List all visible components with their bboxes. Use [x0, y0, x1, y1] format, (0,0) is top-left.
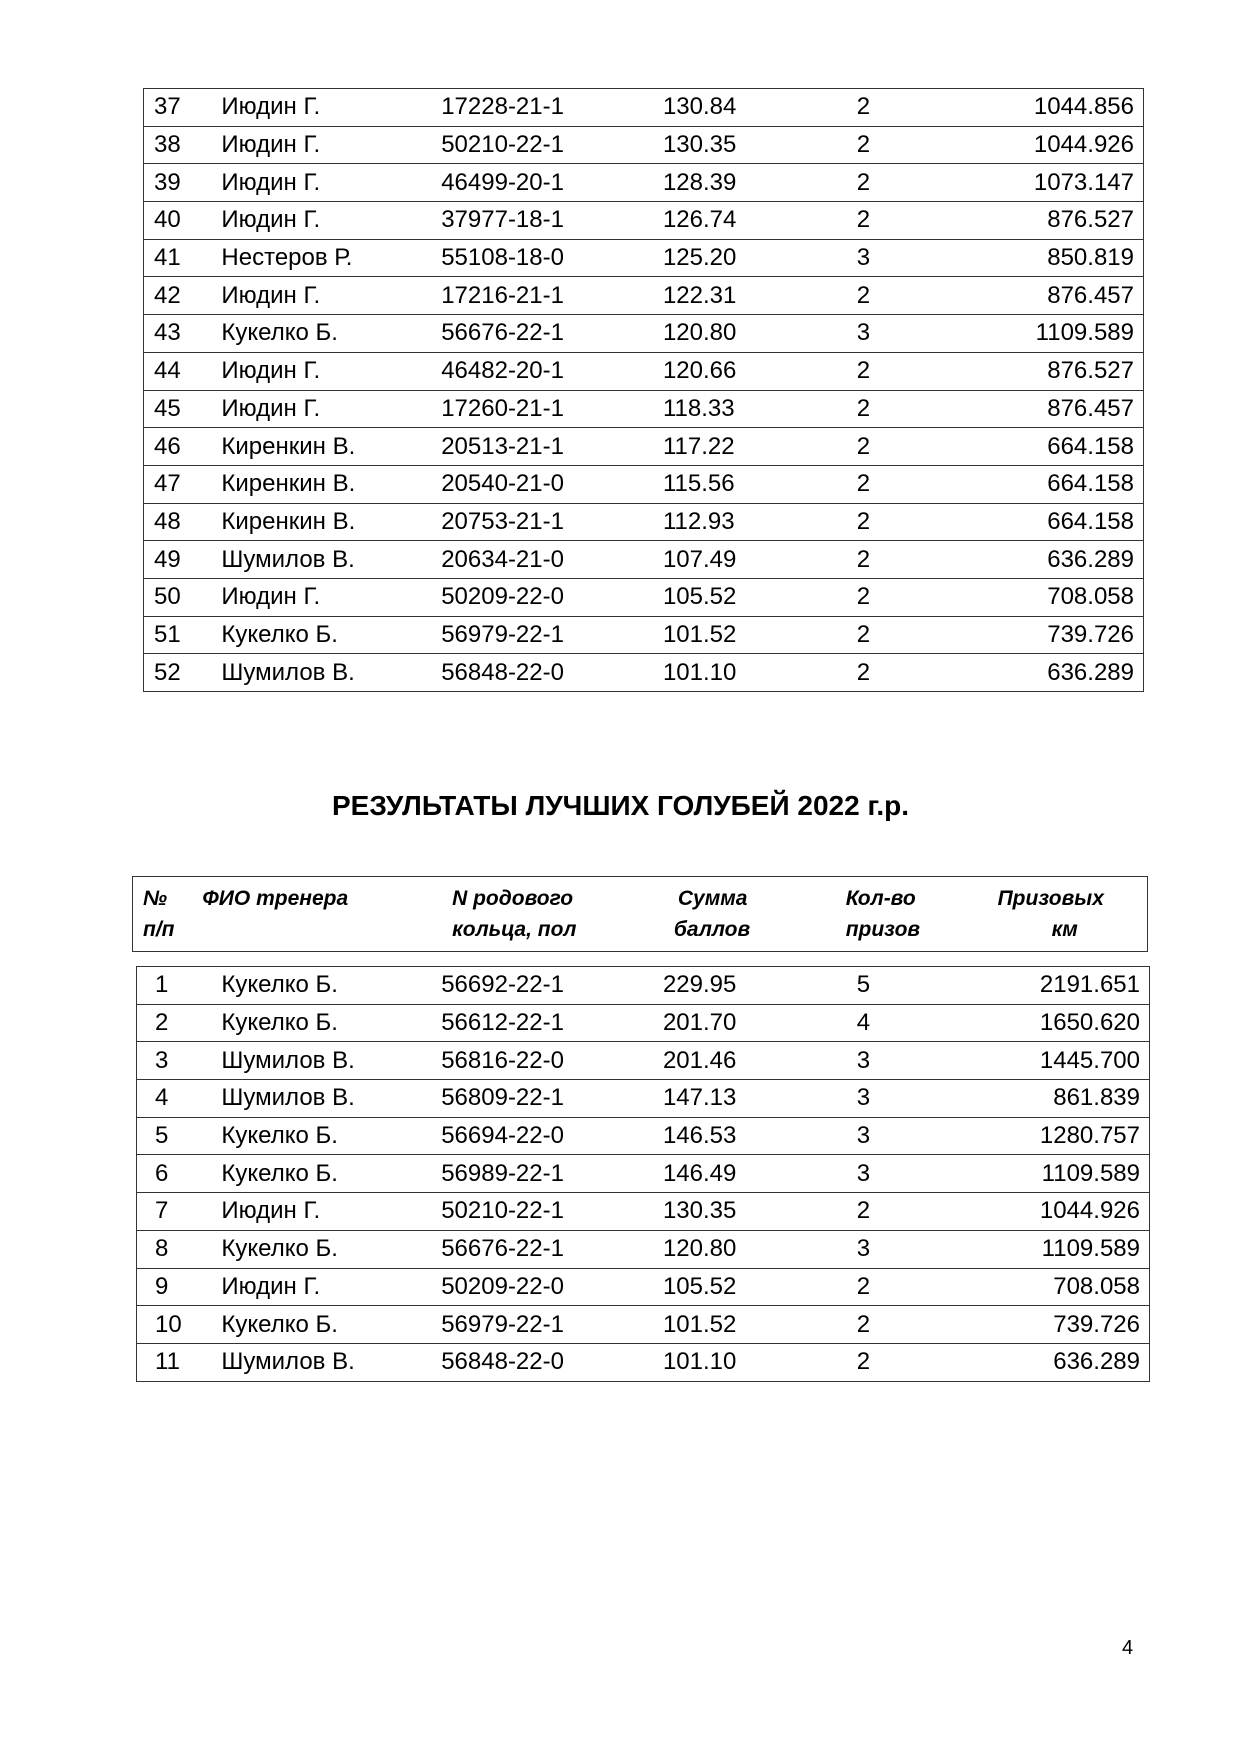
- table-row: [144, 578, 1144, 616]
- cell-km: 861.839: [969, 1080, 1150, 1118]
- cell-ring: 50209-22-0: [441, 1268, 663, 1306]
- cell-km: 636.289: [969, 541, 1144, 579]
- cell-prizes: 2: [829, 89, 969, 127]
- cell-ring: 56816-22-0: [441, 1042, 663, 1080]
- table-row: [144, 126, 1144, 164]
- results-table-continued: [143, 88, 1144, 692]
- cell-trainer: Шумилов В.: [221, 654, 441, 692]
- cell-prizes: 4: [829, 1004, 969, 1042]
- cell-trainer: Июдин Г.: [221, 126, 441, 164]
- cell-prizes: 2: [829, 616, 969, 654]
- cell-trainer: Шумилов В.: [221, 1080, 441, 1118]
- cell-ring: 17216-21-1: [441, 277, 663, 315]
- section-title: РЕЗУЛЬТАТЫ ЛУЧШИХ ГОЛУБЕЙ 2022 г.р.: [332, 790, 909, 821]
- cell-score: 130.35: [663, 1193, 829, 1231]
- cell-prizes: 3: [829, 1042, 969, 1080]
- cell-score: 147.13: [663, 1080, 829, 1118]
- cell-ring: 46482-20-1: [441, 352, 663, 390]
- table-row: [144, 202, 1144, 240]
- cell-km: 1109.589: [969, 315, 1144, 353]
- cell-km: 1445.700: [969, 1042, 1150, 1080]
- cell-prizes: 2: [829, 390, 969, 428]
- cell-km: 664.158: [969, 503, 1144, 541]
- table-row: [137, 1306, 1150, 1344]
- table-row: [144, 352, 1144, 390]
- cell-trainer: Кукелко Б.: [221, 1306, 441, 1344]
- cell-number: 9: [137, 1268, 222, 1306]
- cell-score: 117.22: [663, 428, 829, 466]
- cell-km: 2191.651: [969, 967, 1150, 1005]
- cell-ring: 17228-21-1: [441, 89, 663, 127]
- cell-score: 130.84: [663, 89, 829, 127]
- header-number-line2: п/п: [143, 918, 175, 941]
- cell-number: 45: [144, 390, 222, 428]
- cell-trainer: Кукелко Б.: [221, 1117, 441, 1155]
- cell-ring: 56979-22-1: [441, 616, 663, 654]
- cell-trainer: Кукелко Б.: [221, 967, 441, 1005]
- cell-ring: 56848-22-0: [441, 1343, 663, 1381]
- cell-prizes: 2: [829, 1268, 969, 1306]
- table-row: [144, 503, 1144, 541]
- table-row: [137, 1268, 1150, 1306]
- header-prizes: [830, 877, 970, 952]
- cell-score: 128.39: [663, 164, 829, 202]
- cell-km: 708.058: [969, 1268, 1150, 1306]
- cell-ring: 55108-18-0: [441, 239, 663, 277]
- table-row: [137, 1117, 1150, 1155]
- header-number: [133, 877, 203, 952]
- cell-number: 4: [137, 1080, 222, 1118]
- cell-number: 7: [137, 1193, 222, 1231]
- best-pigeons-table: [136, 966, 1150, 1382]
- cell-ring: 56612-22-1: [441, 1004, 663, 1042]
- cell-ring: 50210-22-1: [441, 126, 663, 164]
- table-row: [144, 541, 1144, 579]
- table-row: [144, 390, 1144, 428]
- cell-trainer: Шумилов В.: [221, 1042, 441, 1080]
- header-score: [654, 877, 830, 952]
- cell-trainer: Киренкин В.: [221, 465, 441, 503]
- header-trainer-line1: ФИО тренера: [202, 887, 349, 910]
- cell-ring: 56676-22-1: [441, 1230, 663, 1268]
- cell-number: 47: [144, 465, 222, 503]
- cell-prizes: 5: [829, 967, 969, 1005]
- cell-number: 10: [137, 1306, 222, 1344]
- table-row: [137, 1155, 1150, 1193]
- cell-number: 39: [144, 164, 222, 202]
- cell-prizes: 2: [829, 654, 969, 692]
- table-row: [137, 1042, 1150, 1080]
- cell-km: 739.726: [969, 1306, 1150, 1344]
- cell-trainer: Кукелко Б.: [221, 1155, 441, 1193]
- header-trainer: [202, 877, 422, 952]
- cell-prizes: 2: [829, 541, 969, 579]
- cell-score: 112.93: [663, 503, 829, 541]
- cell-km: 1109.589: [969, 1155, 1150, 1193]
- cell-prizes: 3: [829, 1080, 969, 1118]
- cell-ring: 56694-22-0: [441, 1117, 663, 1155]
- table-row: [144, 315, 1144, 353]
- cell-score: 122.31: [663, 277, 829, 315]
- cell-number: 51: [144, 616, 222, 654]
- cell-number: 40: [144, 202, 222, 240]
- cell-trainer: Июдин Г.: [221, 164, 441, 202]
- cell-trainer: Кукелко Б.: [221, 1004, 441, 1042]
- cell-number: 43: [144, 315, 222, 353]
- cell-score: 105.52: [663, 578, 829, 616]
- cell-prizes: 3: [829, 1117, 969, 1155]
- cell-trainer: Июдин Г.: [221, 1268, 441, 1306]
- cell-ring: 56848-22-0: [441, 654, 663, 692]
- cell-km: 876.457: [969, 277, 1144, 315]
- cell-score: 125.20: [663, 239, 829, 277]
- cell-km: 636.289: [969, 1343, 1150, 1381]
- cell-ring: 20753-21-1: [441, 503, 663, 541]
- cell-prizes: 2: [829, 1306, 969, 1344]
- cell-score: 101.52: [663, 1306, 829, 1344]
- cell-trainer: Кукелко Б.: [221, 315, 441, 353]
- best-pigeons-header: [132, 876, 1148, 952]
- cell-ring: 37977-18-1: [441, 202, 663, 240]
- cell-ring: 20513-21-1: [441, 428, 663, 466]
- cell-trainer: Шумилов В.: [221, 1343, 441, 1381]
- cell-number: 46: [144, 428, 222, 466]
- cell-prizes: 2: [829, 126, 969, 164]
- cell-score: 118.33: [663, 390, 829, 428]
- cell-km: 1280.757: [969, 1117, 1150, 1155]
- cell-score: 126.74: [663, 202, 829, 240]
- cell-ring: 56979-22-1: [441, 1306, 663, 1344]
- table-row: [137, 1343, 1150, 1381]
- table-row: [144, 239, 1144, 277]
- cell-km: 664.158: [969, 428, 1144, 466]
- cell-score: 146.53: [663, 1117, 829, 1155]
- cell-prizes: 3: [829, 1155, 969, 1193]
- cell-trainer: Нестеров Р.: [221, 239, 441, 277]
- cell-km: 1109.589: [969, 1230, 1150, 1268]
- header-number-line1: №: [143, 887, 168, 910]
- cell-score: 229.95: [663, 967, 829, 1005]
- cell-score: 120.66: [663, 352, 829, 390]
- cell-prizes: 3: [829, 1230, 969, 1268]
- cell-number: 3: [137, 1042, 222, 1080]
- cell-ring: 20540-21-0: [441, 465, 663, 503]
- table-row: [137, 1193, 1150, 1231]
- header-ring-line1: N родового: [452, 887, 574, 910]
- cell-number: 37: [144, 89, 222, 127]
- table-row: [137, 1004, 1150, 1042]
- header-score-line2: баллов: [673, 918, 751, 941]
- cell-prizes: 2: [829, 1343, 969, 1381]
- cell-ring: 46499-20-1: [441, 164, 663, 202]
- table-row: [144, 89, 1144, 127]
- cell-trainer: Июдин Г.: [221, 390, 441, 428]
- cell-number: 42: [144, 277, 222, 315]
- cell-trainer: Кукелко Б.: [221, 616, 441, 654]
- cell-prizes: 2: [829, 352, 969, 390]
- cell-number: 2: [137, 1004, 222, 1042]
- table-row: [137, 1230, 1150, 1268]
- cell-trainer: Июдин Г.: [221, 89, 441, 127]
- table-row: [144, 164, 1144, 202]
- header-ring-line2: кольца, пол: [452, 918, 577, 941]
- cell-ring: 17260-21-1: [441, 390, 663, 428]
- cell-trainer: Кукелко Б.: [221, 1230, 441, 1268]
- cell-number: 11: [137, 1343, 222, 1381]
- cell-score: 201.46: [663, 1042, 829, 1080]
- cell-score: 115.56: [663, 465, 829, 503]
- cell-trainer: Июдин Г.: [221, 578, 441, 616]
- cell-number: 41: [144, 239, 222, 277]
- table-row: [144, 465, 1144, 503]
- cell-km: 1044.856: [969, 89, 1144, 127]
- cell-ring: 56809-22-1: [441, 1080, 663, 1118]
- cell-score: 146.49: [663, 1155, 829, 1193]
- cell-number: 52: [144, 654, 222, 692]
- cell-prizes: 3: [829, 239, 969, 277]
- cell-number: 44: [144, 352, 222, 390]
- cell-trainer: Июдин Г.: [221, 202, 441, 240]
- cell-trainer: Июдин Г.: [221, 277, 441, 315]
- cell-score: 101.52: [663, 616, 829, 654]
- table-row: [144, 654, 1144, 692]
- cell-trainer: Шумилов В.: [221, 541, 441, 579]
- cell-prizes: 2: [829, 202, 969, 240]
- cell-number: 1: [137, 967, 222, 1005]
- header-km-line2: км: [1051, 918, 1078, 941]
- cell-number: 8: [137, 1230, 222, 1268]
- cell-score: 130.35: [663, 126, 829, 164]
- cell-ring: 50210-22-1: [441, 1193, 663, 1231]
- cell-km: 876.457: [969, 390, 1144, 428]
- cell-km: 1650.620: [969, 1004, 1150, 1042]
- cell-number: 49: [144, 541, 222, 579]
- cell-number: 5: [137, 1117, 222, 1155]
- cell-prizes: 2: [829, 164, 969, 202]
- cell-prizes: 3: [829, 315, 969, 353]
- cell-km: 739.726: [969, 616, 1144, 654]
- cell-km: 1073.147: [969, 164, 1144, 202]
- cell-score: 101.10: [663, 1343, 829, 1381]
- cell-km: 636.289: [969, 654, 1144, 692]
- cell-ring: 56676-22-1: [441, 315, 663, 353]
- cell-km: 708.058: [969, 578, 1144, 616]
- cell-ring: 56989-22-1: [441, 1155, 663, 1193]
- header-km: [970, 877, 1148, 952]
- cell-number: 6: [137, 1155, 222, 1193]
- cell-trainer: Июдин Г.: [221, 1193, 441, 1231]
- cell-km: 876.527: [969, 352, 1144, 390]
- table-row: [144, 277, 1144, 315]
- cell-km: 850.819: [969, 239, 1144, 277]
- cell-km: 876.527: [969, 202, 1144, 240]
- table-row: [137, 1080, 1150, 1118]
- cell-prizes: 2: [829, 465, 969, 503]
- cell-ring: 56692-22-1: [441, 967, 663, 1005]
- cell-trainer: Киренкин В.: [221, 503, 441, 541]
- cell-km: 664.158: [969, 465, 1144, 503]
- cell-number: 50: [144, 578, 222, 616]
- cell-number: 48: [144, 503, 222, 541]
- header-km-line1: Призовых: [997, 887, 1104, 910]
- cell-ring: 20634-21-0: [441, 541, 663, 579]
- header-ring: [422, 877, 654, 952]
- cell-prizes: 2: [829, 1193, 969, 1231]
- cell-prizes: 2: [829, 578, 969, 616]
- header-score-line1: Сумма: [677, 887, 748, 910]
- table-row: [144, 616, 1144, 654]
- cell-prizes: 2: [829, 277, 969, 315]
- cell-score: 105.52: [663, 1268, 829, 1306]
- best-pigeons-table-body: [137, 967, 1150, 1382]
- cell-number: 38: [144, 126, 222, 164]
- cell-prizes: 2: [829, 503, 969, 541]
- cell-score: 101.10: [663, 654, 829, 692]
- cell-score: 107.49: [663, 541, 829, 579]
- table-row: [144, 428, 1144, 466]
- page-number: 4: [1122, 1637, 1134, 1659]
- results-table-body: [144, 89, 1144, 692]
- cell-score: 120.80: [663, 315, 829, 353]
- cell-score: 201.70: [663, 1004, 829, 1042]
- cell-ring: 50209-22-0: [441, 578, 663, 616]
- header-prizes-line1: Кол-во: [845, 887, 916, 910]
- table-row: [137, 967, 1150, 1005]
- cell-trainer: Июдин Г.: [221, 352, 441, 390]
- cell-km: 1044.926: [969, 126, 1144, 164]
- cell-trainer: Киренкин В.: [221, 428, 441, 466]
- header-prizes-line2: призов: [845, 918, 921, 941]
- cell-km: 1044.926: [969, 1193, 1150, 1231]
- cell-score: 120.80: [663, 1230, 829, 1268]
- cell-prizes: 2: [829, 428, 969, 466]
